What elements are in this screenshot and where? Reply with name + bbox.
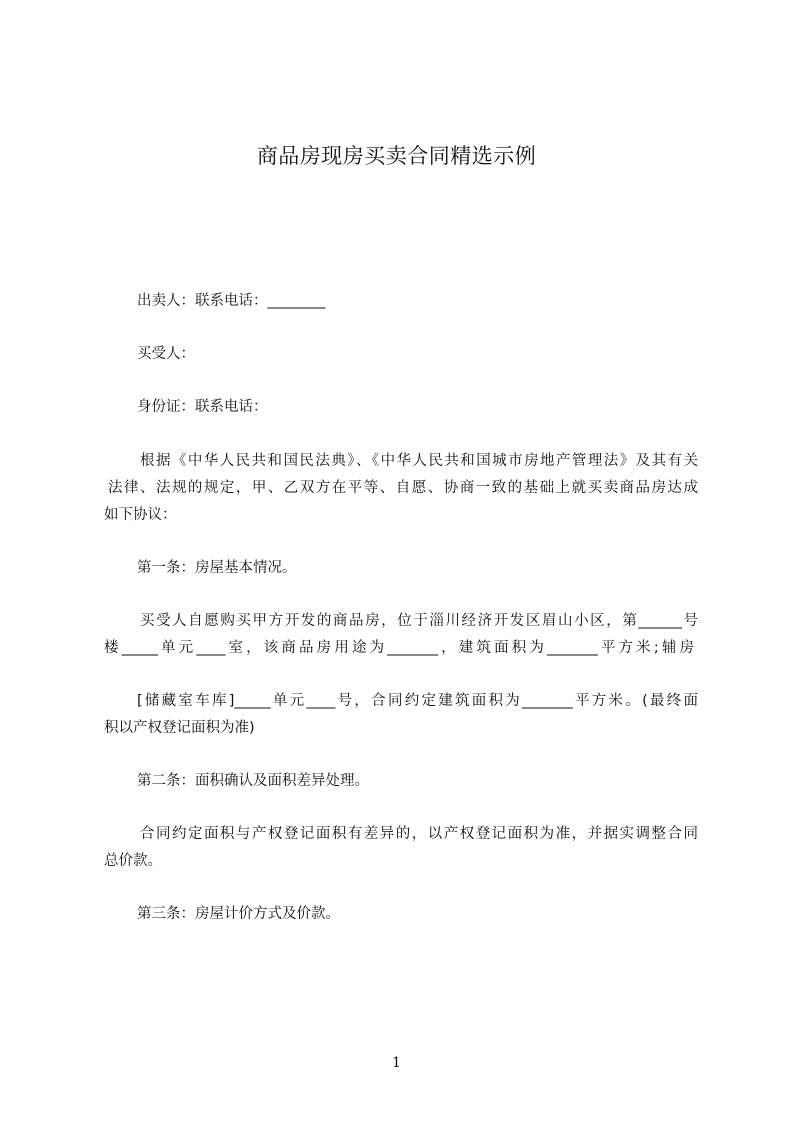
article1-line-3: [储藏室车库]_____单元____号，合同约定建筑面积为_______平方米。(最终面 <box>137 693 698 709</box>
article1-line-2: 楼_____单元____室，该商品房用途为_______，建筑面积为_______平方米;辅房 <box>104 640 694 656</box>
article2-line-2: 总价款。 <box>104 853 162 869</box>
article1-line-4: 积以产权登记面积为准) <box>104 720 255 736</box>
id-line: 身份证：联系电话： <box>137 399 268 415</box>
intro-line-2: 法律、法规的规定，甲、乙双方在平等、自愿、协商一致的基础上就买卖商品房达成 <box>108 480 698 496</box>
article2-line-1: 合同约定面积与产权登记面积有差异的，以产权登记面积为准，并据实调整合同 <box>140 826 698 842</box>
intro-line-3: 如下协议： <box>104 507 177 523</box>
buyer-line: 买受人： <box>137 346 195 362</box>
article1-heading: 第一条：房屋基本情况。 <box>137 560 297 576</box>
seller-line: 出卖人：联系电话：________ <box>137 293 326 309</box>
page-number: 1 <box>392 1055 401 1071</box>
document-title: 商品房现房买卖合同精选示例 <box>256 144 537 168</box>
article1-line-1: 买受人自愿购买甲方开发的商品房，位于淄川经济开发区眉山小区，第______号 <box>140 613 698 629</box>
article3-heading: 第三条：房屋计价方式及价款。 <box>137 906 340 922</box>
intro-line-1: 根据《中华人民共和国民法典》、《中华人民共和国城市房地产管理法》及其有关 <box>140 453 698 469</box>
article2-heading: 第二条：面积确认及面积差异处理。 <box>137 773 369 789</box>
